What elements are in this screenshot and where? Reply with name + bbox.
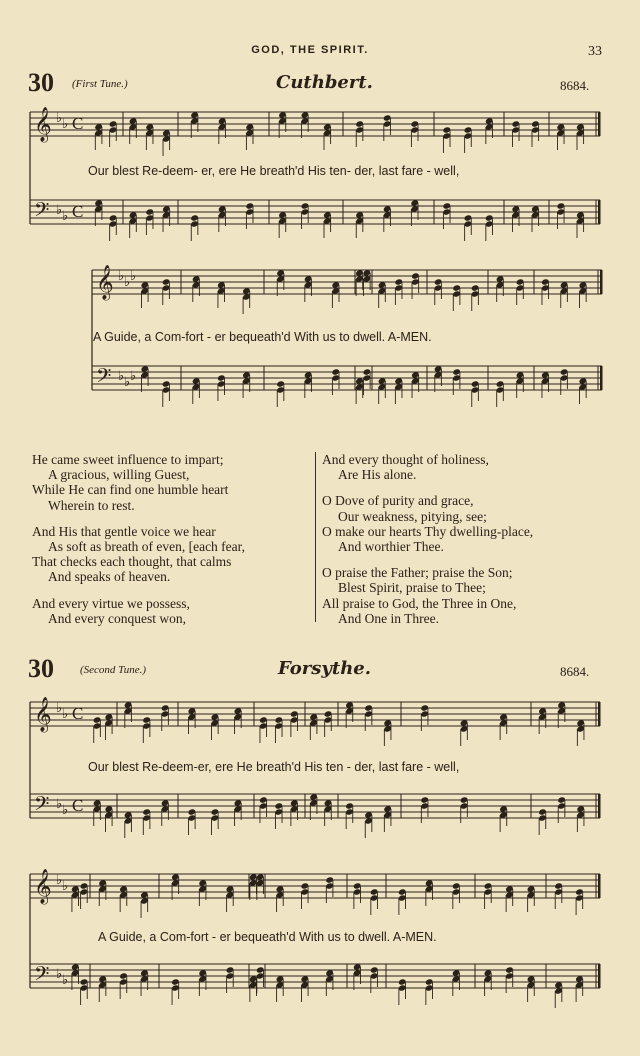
flat-icon: ♭ <box>62 803 69 818</box>
flat-icon: ♭ <box>56 111 63 126</box>
final-barline <box>598 874 601 898</box>
verse-line: Wherein to rest. <box>48 497 135 513</box>
verse-line: While He can find one humble heart <box>32 482 229 498</box>
common-time-icon: C <box>72 202 84 221</box>
verse-line: And speaks of heaven. <box>48 569 171 585</box>
common-time-icon: C <box>72 704 84 723</box>
verse-line: And every virtue we possess, <box>32 595 190 611</box>
flat-icon: ♭ <box>56 701 63 716</box>
tune-name: Forsythe. <box>278 658 371 679</box>
final-barline <box>598 112 601 136</box>
verse-line: Are His alone. <box>338 467 417 483</box>
flat-icon: ♭ <box>62 117 69 132</box>
hymn-number: 30 <box>28 68 54 97</box>
hymn-number: 30 <box>28 654 54 683</box>
treble-clef-icon: 𝄞 <box>34 697 52 732</box>
final-barline <box>598 964 601 988</box>
tune-label: (First Tune.) <box>72 78 128 90</box>
flat-icon: ♭ <box>62 209 69 224</box>
page-number: 33 <box>588 44 602 59</box>
flat-icon: ♭ <box>118 269 125 284</box>
treble-clef-icon: 𝄞 <box>96 265 114 300</box>
final-barline <box>598 200 601 224</box>
verse-line: All praise to God, the Three in One, <box>322 595 517 611</box>
flat-icon: ♭ <box>56 797 63 812</box>
tune-name: Cuthbert. <box>276 72 373 93</box>
tune-label: (Second Tune.) <box>80 664 146 676</box>
flat-icon: ♭ <box>56 203 63 218</box>
lyric-line: A Guide, a Com-fort - er bequeath'd With us to dwell. A-MEN. <box>98 930 437 944</box>
treble-clef-icon: 𝄞 <box>34 869 52 904</box>
verse-line: And One in Three. <box>338 610 439 626</box>
verse-line: O praise the Father; praise the Son; <box>322 565 513 581</box>
common-time-icon: C <box>72 114 84 133</box>
final-barline <box>598 702 601 726</box>
verse-line: And worthier Thee. <box>338 539 444 555</box>
verse-column-right <box>322 452 612 626</box>
column-divider <box>315 452 316 622</box>
meter: 8684. <box>560 78 590 93</box>
bass-clef-icon: 𝄢 <box>96 364 112 392</box>
flat-icon: ♭ <box>124 275 131 290</box>
flat-icon: ♭ <box>130 369 137 384</box>
lyric-line: Our blest Re-deem-er, ere He breath'd His ten - der, last fare - well, <box>88 760 460 774</box>
verse-line: O make our hearts Thy dwelling-place, <box>322 523 534 539</box>
common-time-icon: C <box>72 796 84 815</box>
verse-line: Our weakness, pitying, see; <box>338 508 487 524</box>
music-system <box>28 866 608 1042</box>
bass-clef-icon: 𝄢 <box>34 198 50 226</box>
verse-line: A gracious, willing Guest, <box>48 467 190 483</box>
bass-clef-icon: 𝄢 <box>34 792 50 820</box>
flat-icon: ♭ <box>118 369 125 384</box>
verse-line: That checks each thought, that calms <box>32 554 232 570</box>
verse-line: And His that gentle voice we hear <box>32 523 216 539</box>
lyric-line: Our blest Re-deem- er, ere He breath'd His ten- der, last fare - well, <box>88 164 460 178</box>
flat-icon: ♭ <box>130 269 137 284</box>
flat-icon: ♭ <box>62 973 69 988</box>
verse-line: O Dove of purity and grace, <box>322 493 474 509</box>
verse-line: And every conquest won, <box>48 610 186 626</box>
lyric-line: A Guide, a Com-fort - er bequeath'd With us to dwell. A-MEN. <box>93 330 432 344</box>
flat-icon: ♭ <box>124 375 131 390</box>
bass-clef-icon: 𝄢 <box>34 962 50 990</box>
running-header: GOD, THE SPIRIT. <box>251 44 369 56</box>
flat-icon: ♭ <box>56 967 63 982</box>
flat-icon: ♭ <box>56 873 63 888</box>
final-barline <box>600 270 603 294</box>
treble-clef-icon: 𝄞 <box>34 107 52 142</box>
verse-line: He came sweet influence to impart; <box>32 452 224 467</box>
verse-line: Blest Spirit, praise to Thee; <box>338 580 486 596</box>
flat-icon: ♭ <box>62 879 69 894</box>
final-barline <box>600 366 603 390</box>
meter: 8684. <box>560 664 590 679</box>
verse-line: And every thought of holiness, <box>322 452 489 467</box>
final-barline <box>598 794 601 818</box>
verse-column-left <box>32 452 312 626</box>
verse-line: As soft as breath of even, [each fear, <box>48 539 245 555</box>
flat-icon: ♭ <box>62 707 69 722</box>
